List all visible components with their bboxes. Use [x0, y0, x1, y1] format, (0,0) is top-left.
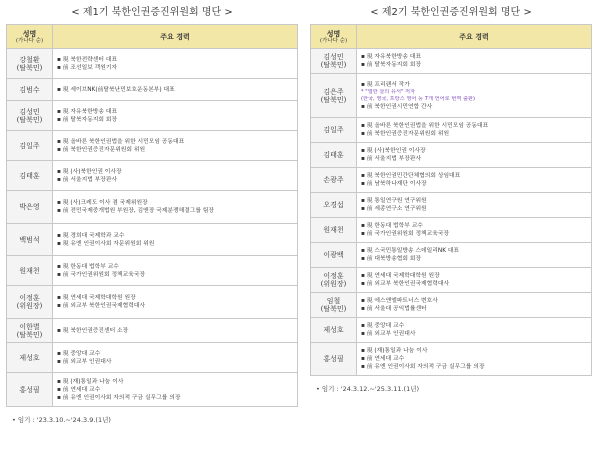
member-name-text: 제성호 [323, 326, 344, 334]
member-name-text: 손광주 [323, 176, 344, 184]
table-row [7, 256, 298, 286]
member-career [53, 79, 298, 101]
career-line: ▪ 前 세종연구소 연구위원 [361, 206, 427, 212]
committee-2-title: < 제2기 북한인권증진위원회 명단 > [370, 7, 532, 18]
member-career [357, 49, 592, 74]
member-name [7, 191, 53, 224]
member-career [53, 286, 298, 319]
committee-2-panel [310, 0, 592, 393]
member-role-text: (탈북민) [16, 115, 43, 124]
table-row [311, 74, 592, 118]
table-row [7, 224, 298, 256]
member-career [357, 268, 592, 293]
member-role-text: (탈북민) [16, 63, 43, 72]
member-name-text: 김일주 [19, 141, 40, 150]
career-line: ▪ 現 유엔 인권이사회 자문위원회 위원 [57, 240, 155, 247]
member-name-text: 백범석 [19, 235, 40, 244]
committee-1-term: • 임기 : '23.3.10.~'24.3.9.(1년) [12, 416, 111, 424]
career-line: ▪ 前 외교부 인권대사 [57, 358, 112, 365]
committee-2-term: • 임기 : '24.3.12.~'25.3.11.(1년) [316, 385, 420, 393]
table-row [7, 161, 298, 191]
table-row [311, 168, 592, 193]
member-name [7, 224, 53, 256]
member-career [53, 49, 298, 79]
career-line: ▪ 前 대북방송협회 회장 [361, 256, 422, 262]
career-line: ▪ 現 (재)통일과 나눔 이사 [361, 348, 428, 354]
member-name-text: 홍성필 [19, 385, 40, 394]
member-career [357, 118, 592, 143]
member-name [311, 168, 357, 193]
member-name [7, 373, 53, 407]
member-role-text: (위원장) [16, 302, 43, 310]
career-line: ▪ 現 자유북한방송 대표 [361, 54, 422, 60]
career-highlight-line: * "열한 살의 유서" 저자 [361, 88, 416, 95]
table-row [311, 243, 592, 268]
career-line: ▪ 前 전민국제중개법원 부원장, 김앤장 국제분쟁해결그룹 팀장 [57, 208, 215, 214]
career-line: ▪ 前 서울지법 부장판사 [361, 156, 422, 162]
member-career [357, 168, 592, 193]
member-name-text: 김범수 [19, 85, 40, 94]
header-name: 성명 (가나다 순) [7, 25, 53, 49]
table-row [7, 101, 298, 131]
career-line: ▪ 現 프리랜서 작가 [361, 81, 410, 88]
career-line: ▪ 現 (사)북한인권 이사장 [57, 168, 122, 175]
career-line: ▪ 現 (재)통일과 나눔 이사 [57, 378, 124, 385]
member-name-text: 임철 [326, 297, 341, 305]
career-line: ▪ 現 한동대 법학부 교수 [57, 263, 119, 270]
table-row [7, 49, 298, 79]
career-line: ▪ 現 (사)크레도 이사 겸 국제위원장 [57, 200, 148, 206]
member-career [357, 343, 592, 376]
member-name-text: 제성호 [19, 353, 40, 362]
member-name-text: 이한별 [19, 322, 40, 331]
member-name [311, 268, 357, 293]
career-line: ▪ 前 탈북자동지회 회장 [57, 116, 118, 123]
member-role-text: (탈북민) [320, 95, 347, 104]
member-name-text: 원재천 [19, 266, 40, 275]
member-name-text: 강철환 [19, 55, 40, 64]
career-line: ▪ 前 유엔 인권이사회 자의적 구금 실무그룹 의장 [361, 364, 485, 370]
career-line: ▪ 前 국가인권위원회 정책교육국장 [57, 271, 146, 278]
member-name [7, 343, 53, 373]
career-line: ▪ 現 연세대 국제학대학원 원장 [361, 273, 440, 279]
header-career: 주요 경력 [53, 25, 298, 49]
member-name [7, 101, 53, 131]
table-row [311, 193, 592, 218]
career-line: ▪ 前 국가인권위원회 정책교육국장 [361, 231, 450, 237]
member-name [7, 131, 53, 161]
header-name: 성명 (가나다 순) [311, 25, 357, 49]
table-row [7, 131, 298, 161]
member-career [53, 343, 298, 373]
committee-1-table [6, 24, 298, 407]
career-line: ▪ 現 세이브NK(前탈북난민보호운동본부) 대표 [57, 86, 175, 93]
member-role-text: (위원장) [320, 280, 347, 288]
member-name-text: 김일주 [323, 126, 344, 134]
member-career [53, 373, 298, 407]
member-role-text: (탈북민) [16, 330, 43, 339]
member-career [53, 191, 298, 224]
member-name-text: 원재천 [323, 226, 344, 234]
career-line: ▪ 現 중앙대 교수 [57, 350, 101, 357]
career-line: ▪ 現 올바른 북한인권법을 위한 시민모임 공동대표 [361, 123, 489, 129]
career-line: ▪ 現 중앙대 교수 [361, 323, 405, 329]
member-career [357, 143, 592, 168]
table-row [311, 343, 592, 376]
member-career [357, 318, 592, 343]
table-row [311, 318, 592, 343]
table-row [311, 218, 592, 243]
member-name [7, 286, 53, 319]
career-line: ▪ 前 유엔 인권이사회 자의적 구금 실무그룹 의장 [57, 394, 181, 401]
member-name-text: 김은주 [323, 87, 344, 96]
committee-2-table [310, 24, 592, 376]
member-career [357, 218, 592, 243]
member-name [7, 256, 53, 286]
member-career [53, 256, 298, 286]
member-name [311, 243, 357, 268]
member-career [53, 319, 298, 343]
member-name [7, 79, 53, 101]
table-row [7, 319, 298, 343]
career-line: ▪ 現 북한전략센터 대표 [57, 56, 118, 63]
member-career [53, 131, 298, 161]
member-name [311, 318, 357, 343]
career-line: ▪ 前 외교부 북한인권국제협력대사 [57, 303, 146, 309]
career-line: ▪ 前 북한인권증진자문위원회 위원 [361, 131, 450, 137]
member-name [7, 161, 53, 191]
committee-1-panel [6, 0, 298, 424]
career-line: ▪ 前 남북하나재단 이사장 [361, 181, 427, 187]
committee-1-title: < 제1기 북한인권증진위원회 명단 > [71, 7, 233, 18]
career-line: ▪ 現 (사)북한인권 이사장 [361, 148, 426, 154]
member-career [357, 74, 592, 118]
member-name [311, 143, 357, 168]
career-line: ▪ 現 북한인권민간단체협의회 상임대표 [361, 173, 461, 179]
career-line: ▪ 現 자유북한방송 대표 [57, 108, 118, 115]
career-line: ▪ 現 통일연구원 연구위원 [361, 198, 427, 204]
member-name [311, 118, 357, 143]
career-line: ▪ 前 연세대 교수 [361, 356, 405, 362]
member-name-text: 김태훈 [323, 151, 344, 159]
career-line: ▪ 前 북한인권시민연합 간사 [361, 103, 433, 110]
member-role-text: (탈북민) [320, 61, 347, 69]
member-name [311, 343, 357, 376]
table-header-row [7, 25, 298, 49]
career-line: ▪ 現 한동대 법학부 교수 [361, 223, 423, 229]
career-line: ▪ 前 북한인권증진자문위원회 위원 [57, 146, 146, 153]
member-name [311, 74, 357, 118]
table-row [7, 79, 298, 101]
table-row [311, 118, 592, 143]
table-row [7, 343, 298, 373]
member-career [53, 224, 298, 256]
member-name-text: 이정훈 [19, 294, 40, 302]
table-row [311, 143, 592, 168]
table-row [7, 286, 298, 319]
table-header-row [311, 25, 592, 49]
member-name [7, 319, 53, 343]
table-row [7, 191, 298, 224]
member-name-text: 이정훈 [323, 272, 344, 280]
table-row [311, 293, 592, 318]
member-name-text: 박은영 [19, 203, 40, 211]
member-career [357, 243, 592, 268]
career-line: ▪ 前 탈북자동지회 회장 [361, 62, 422, 68]
member-name-text: 김성민 [19, 107, 40, 116]
career-line: ▪ 現 에스앤엘파트너스 변호사 [361, 298, 438, 304]
career-line: ▪ 現 경희대 국제학과 교수 [57, 232, 125, 239]
career-line: ▪ 前 조선일보 객원기자 [57, 64, 118, 71]
member-name [311, 193, 357, 218]
member-career [53, 161, 298, 191]
member-career [357, 293, 592, 318]
career-line: ▪ 前 외교부 인권대사 [361, 331, 416, 337]
table-row [311, 49, 592, 74]
header-career: 주요 경력 [357, 25, 592, 49]
career-line: ▪ 現 스국민통일방송 스데일리NK 대표 [361, 248, 460, 254]
member-name [7, 49, 53, 79]
career-line: ▪ 現 올바른 북한인권법을 위한 시민모임 공동대표 [57, 138, 185, 145]
career-line: ▪ 前 서울지법 부장판사 [57, 176, 118, 183]
member-name-text: 김성민 [323, 53, 344, 61]
member-name-text: 홍성필 [323, 355, 344, 363]
member-name [311, 293, 357, 318]
career-line: ▪ 前 서울대 공익법률센터 [361, 306, 427, 312]
career-highlight-line: (한국, 영국, 프랑스 영어 등 7개 언어로 번역 출판) [361, 95, 476, 102]
member-name-text: 이광백 [323, 251, 344, 259]
career-line: ▪ 前 외교부 북한인권국제협력대사 [361, 281, 450, 287]
member-name [311, 218, 357, 243]
member-role-text: (탈북민) [320, 305, 347, 313]
member-name-text: 오경섭 [323, 201, 344, 209]
member-career [357, 193, 592, 218]
member-career [53, 101, 298, 131]
member-name-text: 김태훈 [19, 171, 40, 180]
table-row [311, 268, 592, 293]
member-name [311, 49, 357, 74]
career-line: ▪ 現 연세대 국제학대학원 원장 [57, 295, 136, 301]
career-line: ▪ 前 연세대 교수 [57, 386, 101, 393]
career-line: ▪ 現 북한인권증진센터 소장 [57, 327, 129, 334]
table-row [7, 373, 298, 407]
